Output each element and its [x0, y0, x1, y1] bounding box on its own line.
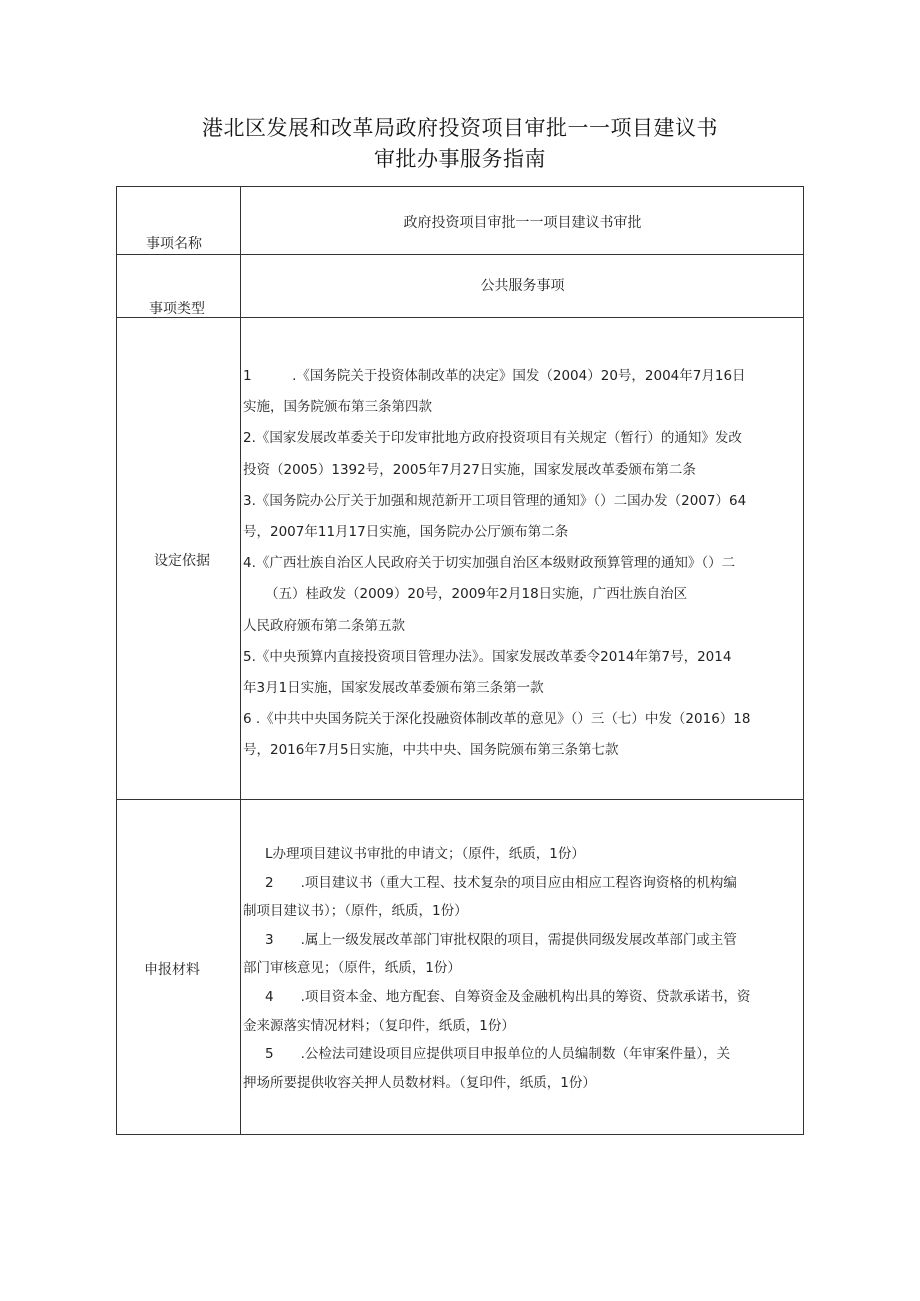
basis-line: 1 .《国务院关于投资体制改革的决定》国发（2004）20号，2004年7月16日: [243, 368, 746, 384]
basis-line: 4.《广西壮族自治区人民政府关于切实加强自治区本级财政预算管理的通知》（）二: [243, 555, 736, 572]
page-title-line-2: 审批办事服务指南: [374, 147, 546, 171]
basis-line: 5.《中央预算内直接投资项目管理办法》。国家发展改革委令2014年第7号，2014: [243, 648, 732, 665]
materials-line: 金来源落实情况材料；（复印件，纸质，1份）: [243, 1017, 515, 1034]
page-title-line-1: 港北区发展和改革局政府投资项目审批一一项目建议书: [202, 116, 718, 140]
materials-content: [243, 840, 803, 1097]
materials-line: 制项目建议书）；（原件，纸质，1份）: [243, 903, 468, 920]
basis-line: 3.《国务院办公厅关于加强和规范新开工项目管理的通知》（）二国办发（2007）64: [243, 492, 747, 509]
basis-line: 投资（2005）1392号，2005年7月27日实施，国家发展改革委颁布第二条: [243, 461, 696, 478]
materials-line: 3 .属上一级发展改革部门审批权限的项目，需提供同级发展改革部门或主管: [265, 931, 737, 948]
materials-line: 5 .公检法司建设项目应提供项目申报单位的人员编制数（年审案件量），关: [265, 1046, 731, 1063]
basis-line: 实施，国务院颁布第三条第四款: [243, 399, 432, 416]
materials-line: 部门审核意见；（原件，纸质，1份）: [243, 960, 461, 977]
basis-content: [243, 361, 803, 767]
item-type-value: 公共服务事项: [480, 278, 565, 294]
basis-label: 设定依据: [154, 553, 210, 569]
item-name-label: 事项名称: [146, 236, 202, 252]
materials-line: 押场所要提供收容关押人员数材料。（复印件，纸质，1份）: [243, 1074, 596, 1091]
materials-line: 4 .项目资本金、地方配套、自筹资金及金融机构出具的筹资、贷款承诺书，资: [265, 988, 751, 1005]
row-divider-2: [116, 317, 804, 318]
basis-line: 年3月1日实施，国家发展改革委颁布第三条第一款: [243, 680, 544, 697]
basis-line: 2.《国家发展改革委关于印发审批地方政府投资项目有关规定（暂行）的通知》发改: [243, 430, 742, 447]
basis-line: 人民政府颁布第二条第五款: [243, 617, 405, 634]
materials-line: 2 .项目建议书（重大工程、技术复杂的项目应由相应工程咨询资格的机构编: [265, 874, 737, 891]
basis-line: （五）桂政发（2009）20号，2009年2月18日实施，广西壮族自治区: [265, 586, 688, 603]
item-type-label: 事项类型: [149, 301, 205, 317]
row-divider-3: [116, 799, 804, 800]
basis-line: 号，2007年11月17日实施，国务院办公厅颁布第二条: [243, 524, 569, 541]
table-column-divider: [240, 186, 241, 1135]
row-divider-1: [116, 254, 804, 255]
materials-line: L办理项目建议书审批的申请文；（原件，纸质，1份）: [265, 846, 585, 862]
basis-line: 6 .《中共中央国务院关于深化投融资体制改革的意见》（）三（七）中发（2016）18: [243, 711, 751, 728]
item-name-value: 政府投资项目审批一一项目建议书审批: [403, 215, 642, 231]
basis-line: 号，2016年7月5日实施，中共中央、国务院颁布第三条第七款: [243, 742, 619, 759]
materials-label: 申报材料: [144, 962, 200, 978]
